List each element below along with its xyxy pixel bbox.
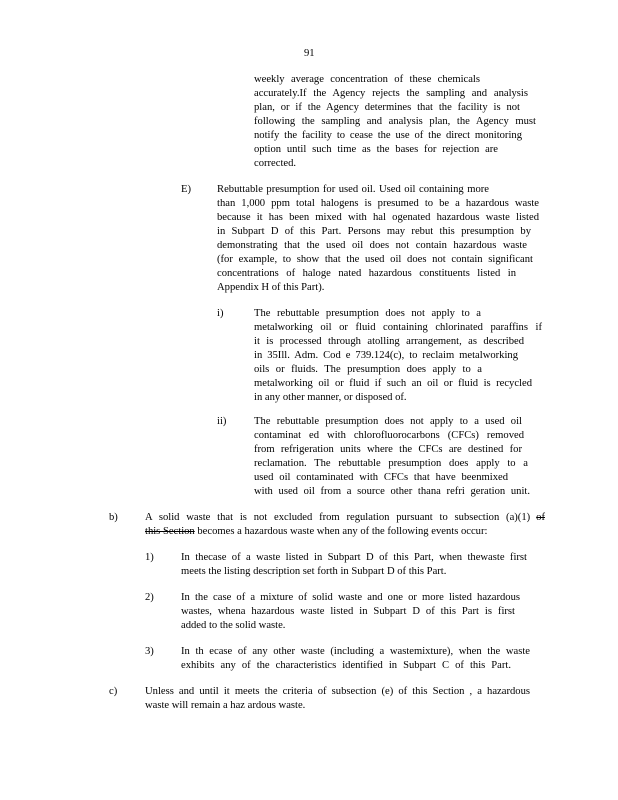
text-line: In thecase of a waste listed in Subpart D of this Part, when thewaste first	[181, 552, 527, 563]
text-line: Rebuttable presumption for used oil. Used oil containing more	[217, 184, 489, 195]
text-line: The rebuttable presumption does not apply to a used oil	[254, 416, 522, 427]
deleted-text: of	[536, 512, 545, 523]
text-line: accurately.If the Agency rejects the sampling and analysis	[254, 88, 528, 99]
page-number: 91	[304, 48, 315, 59]
item-label: 3)	[145, 646, 154, 657]
deleted-text: this Section	[145, 526, 195, 537]
text-line: because it has been mixed with hal ogenated hazardous waste listed	[217, 212, 539, 223]
text-line: oils or fluids. The presumption does apply to a	[254, 364, 482, 375]
text-line: it is processed through atolling arrangement, as described	[254, 336, 524, 347]
item-label: b)	[109, 512, 118, 523]
text-run: becomes a hazardous waste when any of the following events occur:	[194, 526, 488, 537]
text-line: (for example, to show that the used oil does not contain significant	[217, 254, 533, 265]
text-line: in 35Ill. Adm. Cod e 739.124(c), to reclaim metalworking	[254, 350, 518, 361]
text-line: In th ecase of any other waste (including a wastemixture), when the waste	[181, 646, 530, 657]
text-line: metalworking oil or fluid containing chlorinated paraffins if	[254, 322, 542, 333]
text-line	[145, 525, 525, 539]
text-line: weekly average concentration of these chemicals	[254, 74, 480, 85]
item-label: c)	[109, 686, 118, 697]
text-line: wastes, whena hazardous waste listed in Subpart D of this Part is first	[181, 606, 515, 617]
item-label: i)	[217, 308, 224, 319]
text-line: demonstrating that the used oil does not contain hazardous waste	[217, 240, 527, 251]
text-line: notify the facility to cease the use of the direct monitoring	[254, 130, 522, 141]
text-line: corrected.	[254, 158, 297, 169]
text-line: than 1,000 ppm total halogens is presumed to be a hazardous waste	[217, 198, 539, 209]
text-line: reclamation. The rebuttable presumption does apply to a	[254, 458, 528, 469]
text-line: Appendix H of this Part).	[217, 282, 325, 293]
text-line: exhibits any of the characteristics identified in Subpart C of this Part.	[181, 660, 511, 671]
item-label: E)	[181, 184, 191, 195]
text-line: added to the solid waste.	[181, 620, 286, 631]
text-line: waste will remain a haz ardous waste.	[145, 700, 306, 711]
item-label: 1)	[145, 552, 154, 563]
text-line: with used oil from a source other thana refri geration unit.	[254, 486, 530, 497]
text-line: contaminat ed with chlorofluorocarbons (CFCs) removed	[254, 430, 524, 441]
text-line: option until such time as the bases for rejection are	[254, 144, 498, 155]
item-label: 2)	[145, 592, 154, 603]
text-line: in any other manner, or disposed of.	[254, 392, 407, 403]
text-line: from refrigeration units where the CFCs are destined for	[254, 444, 522, 455]
text-line: plan, or if the Agency determines that the facility is not	[254, 102, 520, 113]
text-line: In the case of a mixture of solid waste and one or more listed hazardous	[181, 592, 520, 603]
text-line: metalworking oil or fluid if such an oil or fluid is recycled	[254, 378, 532, 389]
text-line: following the sampling and analysis plan, the Agency must	[254, 116, 536, 127]
text-line	[145, 511, 545, 525]
text-line: Unless and until it meets the criteria of subsection (e) of this Section , a hazardous	[145, 686, 530, 697]
item-label: ii)	[217, 416, 227, 427]
text-line: used oil contaminated with CFCs that have beenmixed	[254, 472, 508, 483]
text-run: A solid waste that is not excluded from regulation pursuant to subsection (a)(1)	[145, 512, 531, 523]
text-line: in Subpart D of this Part. Persons may rebut this presumption by	[217, 226, 531, 237]
text-line: The rebuttable presumption does not apply to a	[254, 308, 481, 319]
text-line: meets the listing description set forth in Subpart D of this Part.	[181, 566, 447, 577]
text-line: concentrations of haloge nated hazardous constituents listed in	[217, 268, 516, 279]
